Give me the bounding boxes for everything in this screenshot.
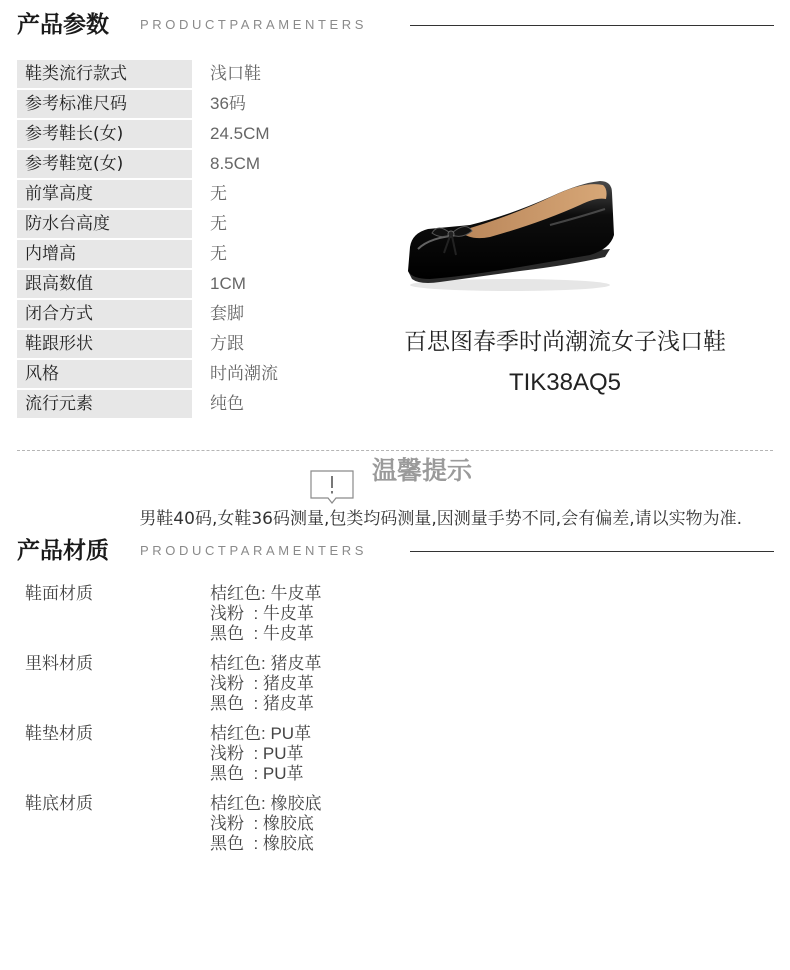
material-color: 桔红色: [210, 794, 261, 813]
param-row: [17, 270, 337, 300]
material-lines: [210, 584, 321, 644]
param-value: 24.5CM: [210, 124, 270, 143]
material-separator: :: [261, 584, 271, 603]
exclamation-speech-bubble-icon: [310, 470, 354, 504]
material-separator: :: [244, 624, 263, 643]
param-value: 8.5CM: [210, 154, 261, 173]
material-type: PU革: [270, 724, 312, 743]
param-value: 浅口鞋: [210, 64, 261, 83]
param-row: [17, 330, 337, 360]
param-value: 套脚: [210, 304, 244, 323]
section-title: 产品参数: [17, 12, 109, 38]
param-row: [17, 210, 337, 240]
material-color: 桔红色: [210, 724, 261, 743]
material-label: 鞋面材质: [25, 584, 93, 604]
param-label: 防水台高度: [17, 210, 192, 238]
params-table: [17, 60, 337, 420]
material-line: [210, 624, 321, 644]
material-color: 黑色: [210, 764, 244, 783]
material-type: 橡胶底: [270, 794, 322, 813]
param-value: 方跟: [210, 334, 244, 353]
param-label: 流行元素: [17, 390, 192, 418]
material-line: [210, 654, 321, 674]
material-type: 猪皮革: [270, 654, 322, 673]
material-separator: :: [244, 764, 263, 783]
dashed-divider: [17, 450, 773, 451]
param-value: 时尚潮流: [210, 364, 278, 383]
tip-text: 男鞋40码,女鞋36码测量,包类均码测量,因测量手势不同,会有偏差,请以实物为准.: [139, 509, 742, 529]
material-line: [210, 834, 321, 854]
material-lines: [210, 794, 321, 854]
material-separator: :: [244, 814, 263, 833]
material-type: 橡胶底: [262, 814, 314, 833]
param-label: 闭合方式: [17, 300, 192, 328]
material-type: 猪皮革: [262, 674, 314, 693]
product-name: 百思图春季时尚潮流女子浅口鞋: [404, 329, 726, 355]
param-label: 跟高数值: [17, 270, 192, 298]
material-separator: :: [244, 744, 263, 763]
material-label: 鞋底材质: [25, 794, 93, 814]
material-color: 浅粉: [210, 814, 244, 833]
material-lines: [210, 724, 311, 784]
param-label: 参考鞋长(女): [17, 120, 192, 148]
material-color: 浅粉: [210, 604, 244, 623]
param-row: [17, 180, 337, 210]
material-line: [210, 604, 321, 624]
param-row: [17, 90, 337, 120]
material-label: 鞋垫材质: [25, 724, 93, 744]
param-value: 无: [210, 214, 227, 233]
material-color: 黑色: [210, 624, 244, 643]
material-color: 黑色: [210, 834, 244, 853]
material-type: 猪皮革: [262, 694, 314, 713]
material-color: 桔红色: [210, 584, 261, 603]
material-lines: [210, 654, 321, 714]
section-subtitle: PRODUCTPARAMENTERS: [140, 543, 368, 558]
material-type: 橡胶底: [262, 834, 314, 853]
param-row: [17, 300, 337, 330]
tip-title: 温馨提示: [372, 456, 473, 485]
material-line: [210, 584, 321, 604]
param-value: 1CM: [210, 274, 246, 293]
material-type: PU革: [262, 744, 304, 763]
param-row: [17, 120, 337, 150]
shoe-icon: [400, 175, 620, 295]
material-line: [210, 764, 311, 784]
param-label: 参考标准尺码: [17, 90, 192, 118]
material-type: PU革: [262, 764, 304, 783]
param-label: 鞋跟形状: [17, 330, 192, 358]
param-value: 无: [210, 244, 227, 263]
product-code: TIK38AQ5: [508, 369, 622, 396]
material-line: [210, 674, 321, 694]
param-row: [17, 60, 337, 90]
param-row: [17, 150, 337, 180]
param-row: [17, 240, 337, 270]
product-image: [400, 175, 620, 295]
material-separator: :: [261, 794, 271, 813]
section-header-params: [0, 8, 790, 44]
material-line: [210, 794, 321, 814]
material-type: 牛皮革: [262, 604, 314, 623]
material-separator: :: [244, 604, 263, 623]
material-line: [210, 814, 321, 834]
material-separator: :: [261, 724, 271, 743]
param-label: 内增高: [17, 240, 192, 268]
param-value: 36码: [210, 94, 246, 113]
material-separator: :: [244, 674, 263, 693]
material-color: 桔红色: [210, 654, 261, 673]
section-subtitle: PRODUCTPARAMENTERS: [140, 17, 368, 32]
param-label: 风格: [17, 360, 192, 388]
material-color: 黑色: [210, 694, 244, 713]
material-separator: :: [244, 694, 263, 713]
material-separator: :: [244, 834, 263, 853]
material-line: [210, 694, 321, 714]
section-header-materials: [0, 534, 790, 570]
param-row: [17, 360, 337, 390]
material-separator: :: [261, 654, 271, 673]
param-label: 参考鞋宽(女): [17, 150, 192, 178]
section-divider: [410, 551, 774, 552]
material-line: [210, 744, 311, 764]
material-type: 牛皮革: [270, 584, 322, 603]
param-label: 鞋类流行款式: [17, 60, 192, 88]
param-row: [17, 390, 337, 420]
material-color: 浅粉: [210, 744, 244, 763]
material-color: 浅粉: [210, 674, 244, 693]
param-label: 前掌高度: [17, 180, 192, 208]
material-label: 里料材质: [25, 654, 93, 674]
section-divider: [410, 25, 774, 26]
material-type: 牛皮革: [262, 624, 314, 643]
param-value: 纯色: [210, 394, 244, 413]
material-line: [210, 724, 311, 744]
section-title: 产品材质: [17, 538, 109, 564]
param-value: 无: [210, 184, 227, 203]
